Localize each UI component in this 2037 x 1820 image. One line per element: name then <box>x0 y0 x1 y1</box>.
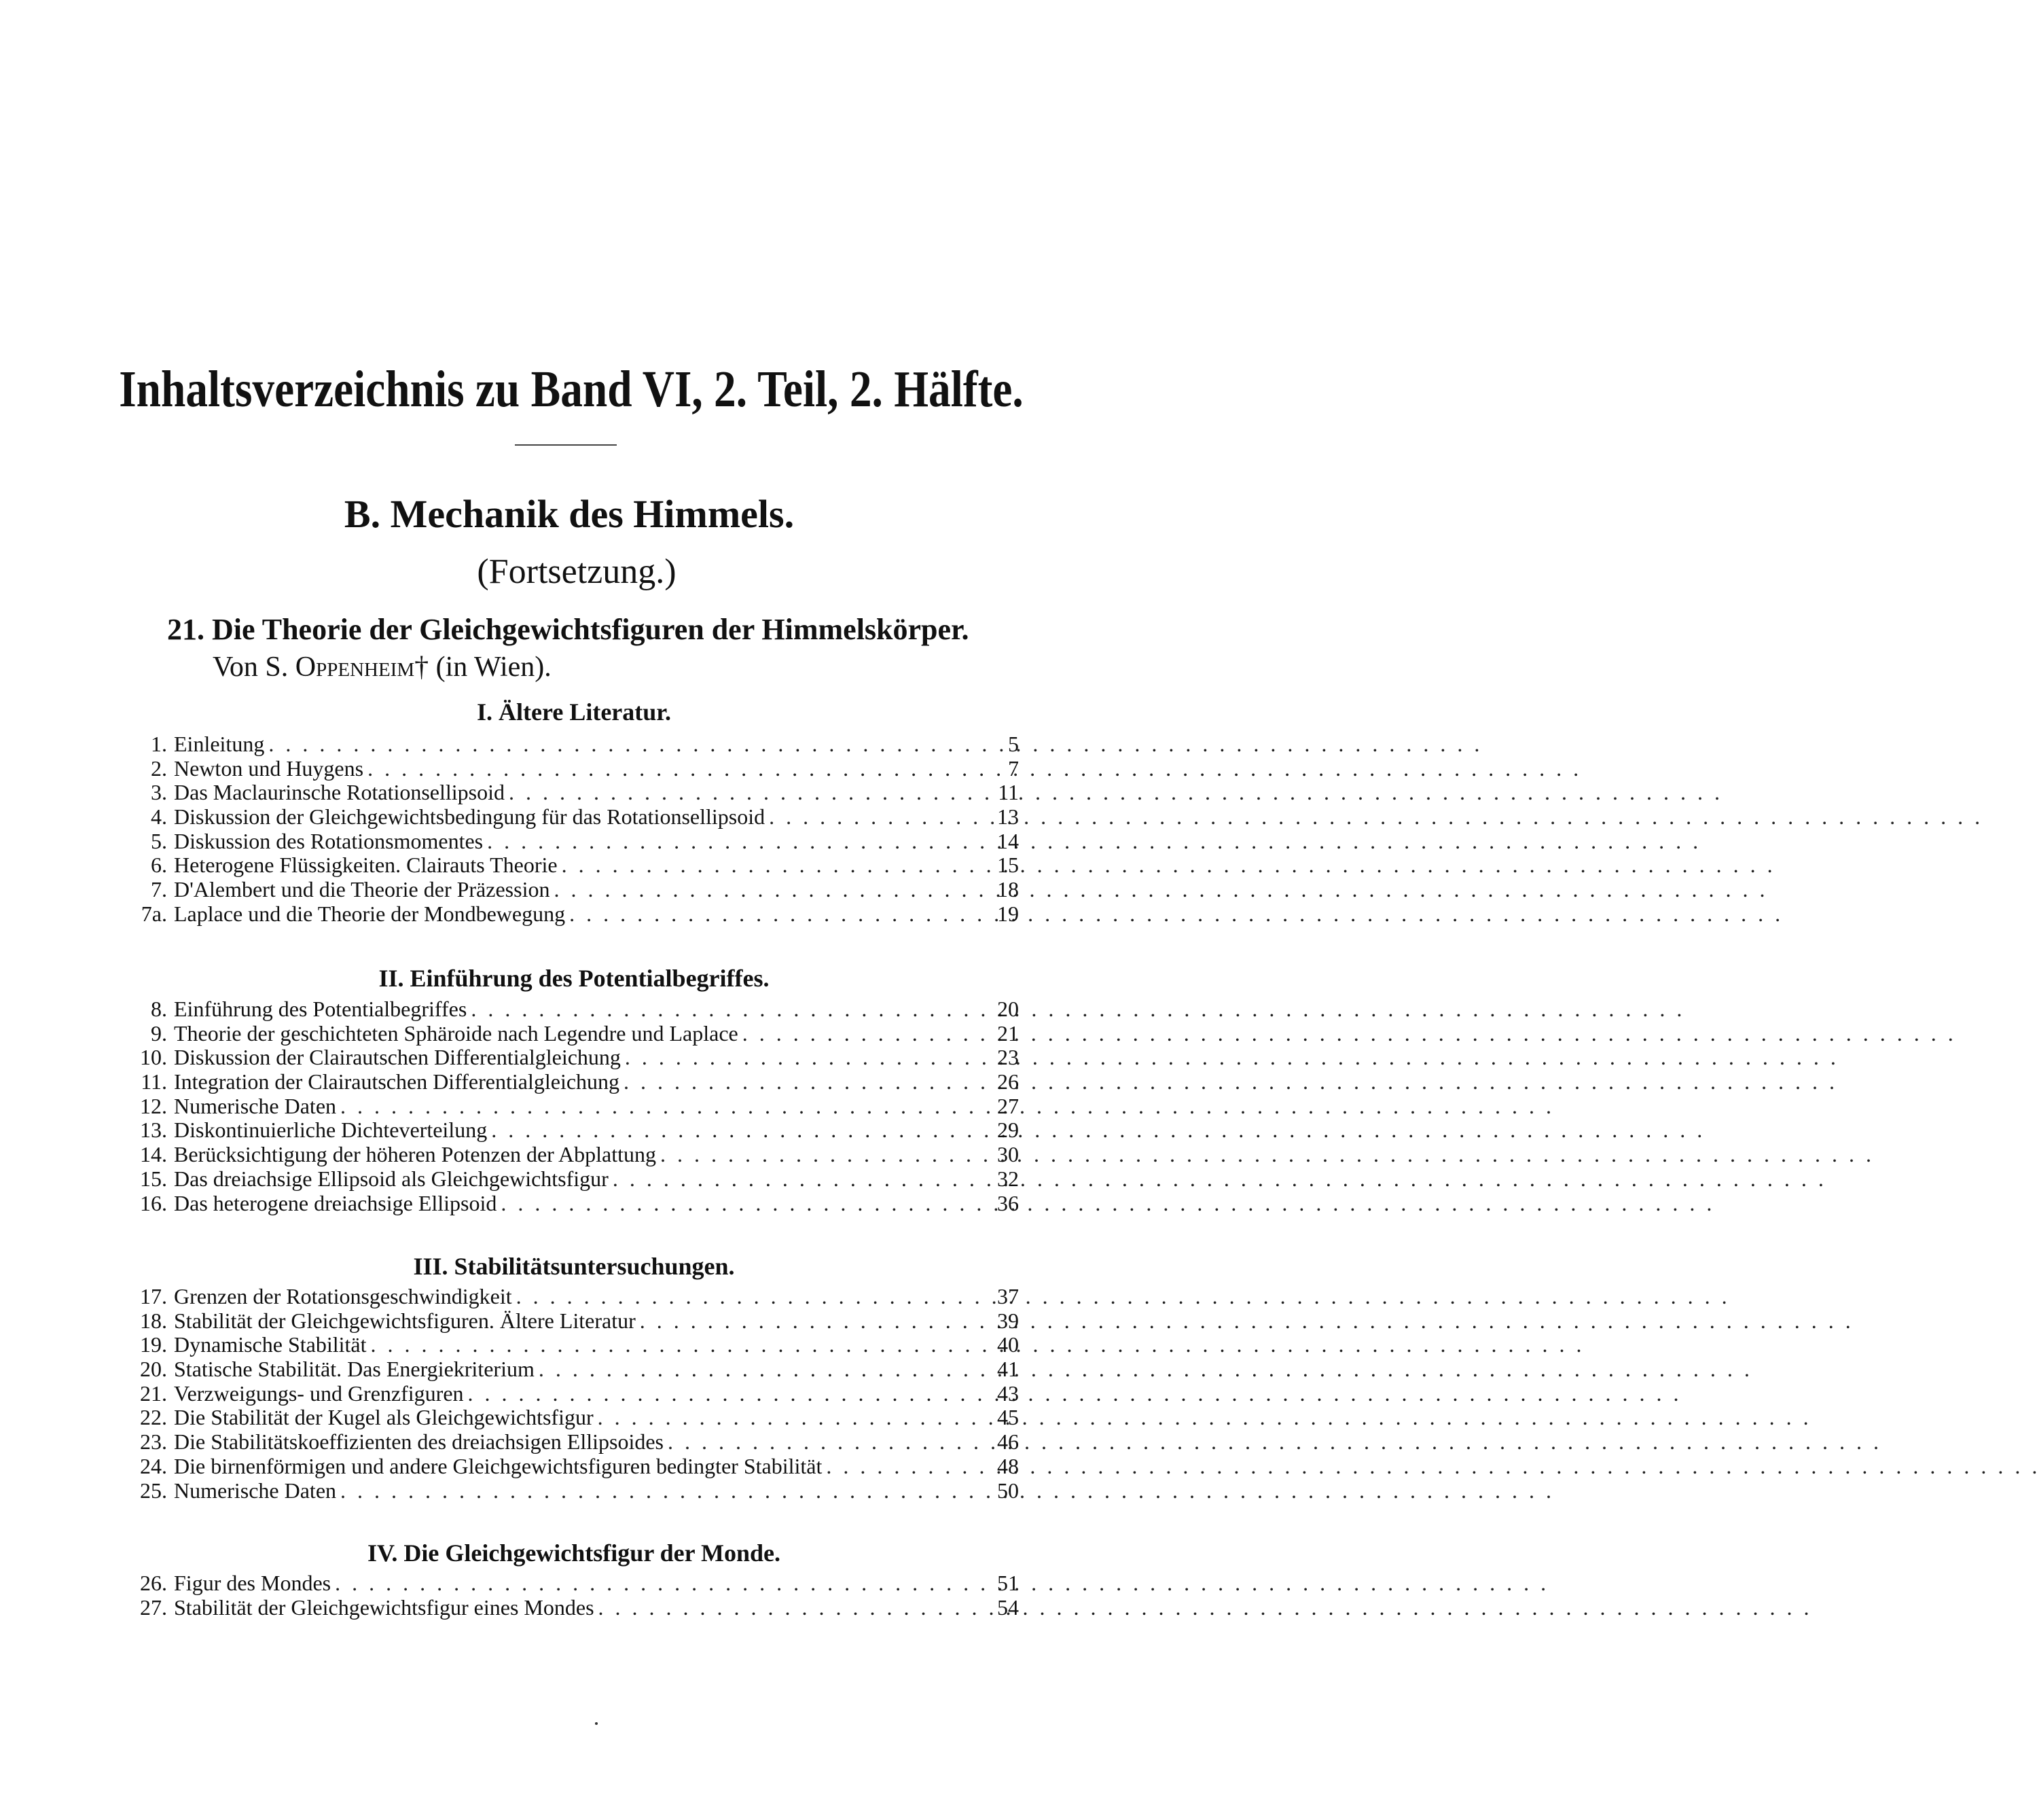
toc-entry-page: 46 <box>997 1429 1019 1455</box>
toc-dot-leader <box>594 1406 989 1430</box>
toc-entry-page: 45 <box>997 1405 1019 1430</box>
toc-entry <box>122 732 1019 757</box>
toc-entry-page: 21 <box>997 1020 1019 1046</box>
toc-entry <box>122 829 1019 854</box>
toc-list-part-4 <box>122 1571 1019 1620</box>
toc-entry-title: Einleitung <box>174 732 265 756</box>
toc-dot-leader <box>619 1070 989 1094</box>
toc-dot-leader <box>331 1571 989 1596</box>
toc-dot-leader <box>822 1455 989 1479</box>
toc-entry-number: 7. <box>151 877 167 902</box>
toc-dot-leader <box>636 1309 989 1334</box>
toc-dot-leader <box>367 1333 990 1357</box>
toc-dot-leader <box>738 1022 989 1046</box>
toc-entry-number: 11. <box>141 1069 167 1094</box>
toc-entry <box>122 805 1019 829</box>
toc-entry-page: 30 <box>997 1142 1019 1167</box>
part-heading-1: I. Ältere Literatur. <box>477 698 671 726</box>
toc-entry <box>122 1118 1019 1143</box>
toc-entry-title: Berücksichtigung der höheren Potenzen der Abplattung <box>174 1142 657 1167</box>
toc-list-part-3 <box>122 1285 1019 1503</box>
part-heading-2: II. Einführung des Potentialbegriffes. <box>378 965 770 992</box>
toc-entry <box>122 853 1019 878</box>
toc-entry <box>122 1596 1019 1620</box>
toc-entry-number: 19. <box>140 1332 167 1357</box>
toc-entry-page: 50 <box>997 1478 1019 1503</box>
toc-entry-number: 16. <box>140 1190 167 1215</box>
section-title: B. Mechanik des Himmels. <box>344 492 795 536</box>
article-title: 21. Die Theorie der Gleichgewichtsfiguren der Himmelskörper. <box>167 613 969 646</box>
toc-entry <box>122 1455 1019 1479</box>
toc-entry <box>122 1382 1019 1406</box>
toc-entry-page: 51 <box>997 1571 1019 1595</box>
toc-entry-title: Laplace und die Theorie der Mondbewegung <box>174 901 566 926</box>
toc-entry <box>122 1571 1019 1596</box>
toc-entry-number: 12. <box>140 1093 167 1118</box>
toc-entry-title: Die birnenförmigen und andere Gleichgewichtsfiguren bedingter Stabilität <box>174 1453 823 1478</box>
toc-entry-number: 9. <box>151 1020 167 1046</box>
toc-list-part-1 <box>122 732 1019 927</box>
toc-entry-title: Numerische Daten <box>174 1478 337 1503</box>
page-mark <box>595 1722 598 1725</box>
toc-entry <box>122 1143 1019 1167</box>
toc-dot-leader <box>464 1382 989 1406</box>
toc-entry-title: Die Stabilitätskoeffizienten des dreiachsigen Ellipsoides <box>174 1429 664 1455</box>
toc-entry-page: 54 <box>997 1594 1019 1620</box>
toc-entry-page: 43 <box>997 1380 1019 1406</box>
toc-entry-number: 5. <box>151 828 167 853</box>
toc-entry-title: Die Stabilität der Kugel als Gleichgewichtsfigur <box>174 1405 594 1430</box>
toc-entry-number: 1. <box>151 732 167 756</box>
toc-entry-title: Dynamische Stabilität <box>174 1332 367 1357</box>
toc-entry-title: Integration der Clairautschen Differentialgleichung <box>174 1069 620 1094</box>
toc-entry-page: 11 <box>998 780 1019 805</box>
author-suffix: † (in Wien). <box>414 652 552 683</box>
toc-entry-title: Diskussion der Gleichgewichtsbedingung für das Rotationsellipsoid <box>174 804 765 829</box>
toc-entry-page: 14 <box>997 828 1019 853</box>
toc-entry <box>122 997 1019 1022</box>
toc-entry-number: 4. <box>151 804 167 829</box>
toc-entry-page: 19 <box>997 901 1019 926</box>
toc-entry-number: 18. <box>140 1308 167 1333</box>
toc-entry-title: Diskontinuierliche Dichteverteilung <box>174 1118 488 1143</box>
toc-entry-title: Figur des Mondes <box>174 1571 331 1595</box>
toc-dot-leader <box>512 1285 989 1309</box>
toc-entry-title: Diskussion der Clairautschen Differentialgleichung <box>174 1045 621 1070</box>
toc-entry-page: 20 <box>997 997 1019 1021</box>
toc-dot-leader <box>664 1430 989 1455</box>
toc-dot-leader <box>594 1596 989 1620</box>
toc-entry <box>122 781 1019 805</box>
toc-entry-page: 37 <box>997 1284 1019 1308</box>
toc-dot-leader <box>549 878 989 902</box>
toc-entry-page: 41 <box>997 1357 1019 1382</box>
toc-entry-title: Numerische Daten <box>174 1093 337 1118</box>
toc-dot-leader <box>656 1143 989 1167</box>
toc-entry <box>122 1070 1019 1094</box>
toc-entry-number: 21. <box>140 1380 167 1406</box>
toc-entry <box>122 1333 1019 1357</box>
toc-dot-leader <box>497 1192 989 1216</box>
toc-entry-number: 27. <box>140 1594 167 1620</box>
section-continued-note: (Fortsetzung.) <box>477 552 677 591</box>
toc-entry-title: Theorie der geschichteten Sphäroide nach Legendre und Laplace <box>174 1020 738 1046</box>
toc-dot-leader <box>505 781 989 805</box>
toc-entry-page: 32 <box>997 1166 1019 1191</box>
toc-entry <box>122 1022 1019 1046</box>
toc-entry <box>122 878 1019 902</box>
toc-entry-number: 26. <box>140 1571 167 1595</box>
toc-entry-title: Das heterogene dreiachsige Ellipsoid <box>174 1190 497 1215</box>
toc-dot-leader <box>363 757 989 781</box>
toc-entry-title: Stabilität der Gleichgewichtsfigur eines Mondes <box>174 1594 594 1620</box>
toc-entry <box>122 1167 1019 1192</box>
toc-entry-title: Heterogene Flüssigkeiten. Clairauts Theorie <box>174 853 558 878</box>
toc-entry <box>122 1094 1019 1119</box>
toc-entry-title: Statische Stabilität. Das Energiekriterium <box>174 1357 535 1382</box>
toc-entry-page: 23 <box>997 1045 1019 1070</box>
toc-entry-page: 15 <box>997 853 1019 878</box>
toc-entry <box>122 1046 1019 1070</box>
toc-entry-number: 14. <box>140 1142 167 1167</box>
toc-entry-page: 36 <box>997 1190 1019 1215</box>
toc-entry-page: 18 <box>997 877 1019 902</box>
title-divider <box>515 444 617 446</box>
toc-dot-leader <box>765 805 989 829</box>
toc-entry-number: 20. <box>140 1357 167 1382</box>
toc-entry <box>122 1430 1019 1455</box>
toc-entry-page: 26 <box>997 1069 1019 1094</box>
toc-entry-number: 2. <box>151 755 167 781</box>
toc-dot-leader <box>483 829 989 854</box>
toc-entry-number: 13. <box>140 1118 167 1143</box>
toc-dot-leader <box>336 1479 989 1503</box>
toc-entry <box>122 1285 1019 1309</box>
toc-entry-title: Diskussion des Rotationsmomentes <box>174 828 484 853</box>
toc-dot-leader <box>467 997 989 1022</box>
toc-entry-page: 48 <box>997 1453 1019 1478</box>
toc-entry-page: 27 <box>997 1093 1019 1118</box>
toc-dot-leader <box>621 1046 989 1070</box>
toc-entry-number: 6. <box>151 853 167 878</box>
toc-entry <box>122 1479 1019 1503</box>
toc-entry <box>122 1309 1019 1334</box>
toc-entry-number: 22. <box>140 1405 167 1430</box>
toc-entry-title: Newton und Huygens <box>174 755 364 781</box>
toc-entry <box>122 1192 1019 1216</box>
toc-entry-title: D'Alembert und die Theorie der Präzession <box>174 877 550 902</box>
toc-entry-number: 25. <box>140 1478 167 1503</box>
toc-entry-number: 17. <box>140 1284 167 1308</box>
toc-entry-page: 5 <box>1008 732 1019 756</box>
toc-dot-leader <box>609 1167 989 1192</box>
author-prefix: Von S. <box>213 652 289 683</box>
article-author <box>213 649 552 685</box>
toc-entry-title: Einführung des Potentialbegriffes <box>174 997 467 1021</box>
toc-entry-title: Stabilität der Gleichgewichtsfiguren. Ältere Literatur <box>174 1308 636 1333</box>
toc-list-part-2 <box>122 997 1019 1215</box>
toc-entry-page: 40 <box>997 1332 1019 1357</box>
toc-dot-leader <box>535 1357 989 1382</box>
toc-entry-number: 24. <box>140 1453 167 1478</box>
toc-entry <box>122 1357 1019 1382</box>
toc-entry-number: 3. <box>151 780 167 805</box>
toc-entry-page: 29 <box>997 1118 1019 1143</box>
toc-entry-number: 10. <box>140 1045 167 1070</box>
toc-entry-number: 15. <box>140 1166 167 1191</box>
toc-entry-title: Verzweigungs- und Grenzfiguren <box>174 1380 464 1406</box>
toc-dot-leader <box>336 1094 989 1119</box>
part-heading-3: III. Stabilitätsuntersuchungen. <box>413 1253 735 1280</box>
toc-entry-page: 13 <box>997 804 1019 829</box>
toc-dot-leader <box>487 1118 989 1143</box>
toc-dot-leader <box>264 732 989 757</box>
toc-dot-leader <box>565 902 989 927</box>
toc-entry-number: 8. <box>151 997 167 1021</box>
toc-entry <box>122 757 1019 781</box>
toc-entry-title: Das Maclaurinsche Rotationsellipsoid <box>174 780 505 805</box>
toc-entry-title: Grenzen der Rotationsgeschwindigkeit <box>174 1284 512 1308</box>
toc-dot-leader <box>558 853 989 878</box>
toc-entry <box>122 902 1019 927</box>
part-heading-4: IV. Die Gleichgewichtsfigur der Monde. <box>367 1539 780 1567</box>
toc-entry <box>122 1406 1019 1430</box>
author-name: Oppenheim <box>295 652 415 683</box>
page-title: Inhaltsverzeichnis zu Band VI, 2. Teil, 2. Hälfte. <box>119 361 1024 418</box>
toc-entry-page: 39 <box>997 1308 1019 1333</box>
toc-entry-page: 7 <box>1008 755 1019 781</box>
toc-entry-title: Das dreiachsige Ellipsoid als Gleichgewichtsfigur <box>174 1166 609 1191</box>
toc-entry-number: 23. <box>140 1429 167 1455</box>
toc-entry-number: 7a. <box>141 901 167 926</box>
